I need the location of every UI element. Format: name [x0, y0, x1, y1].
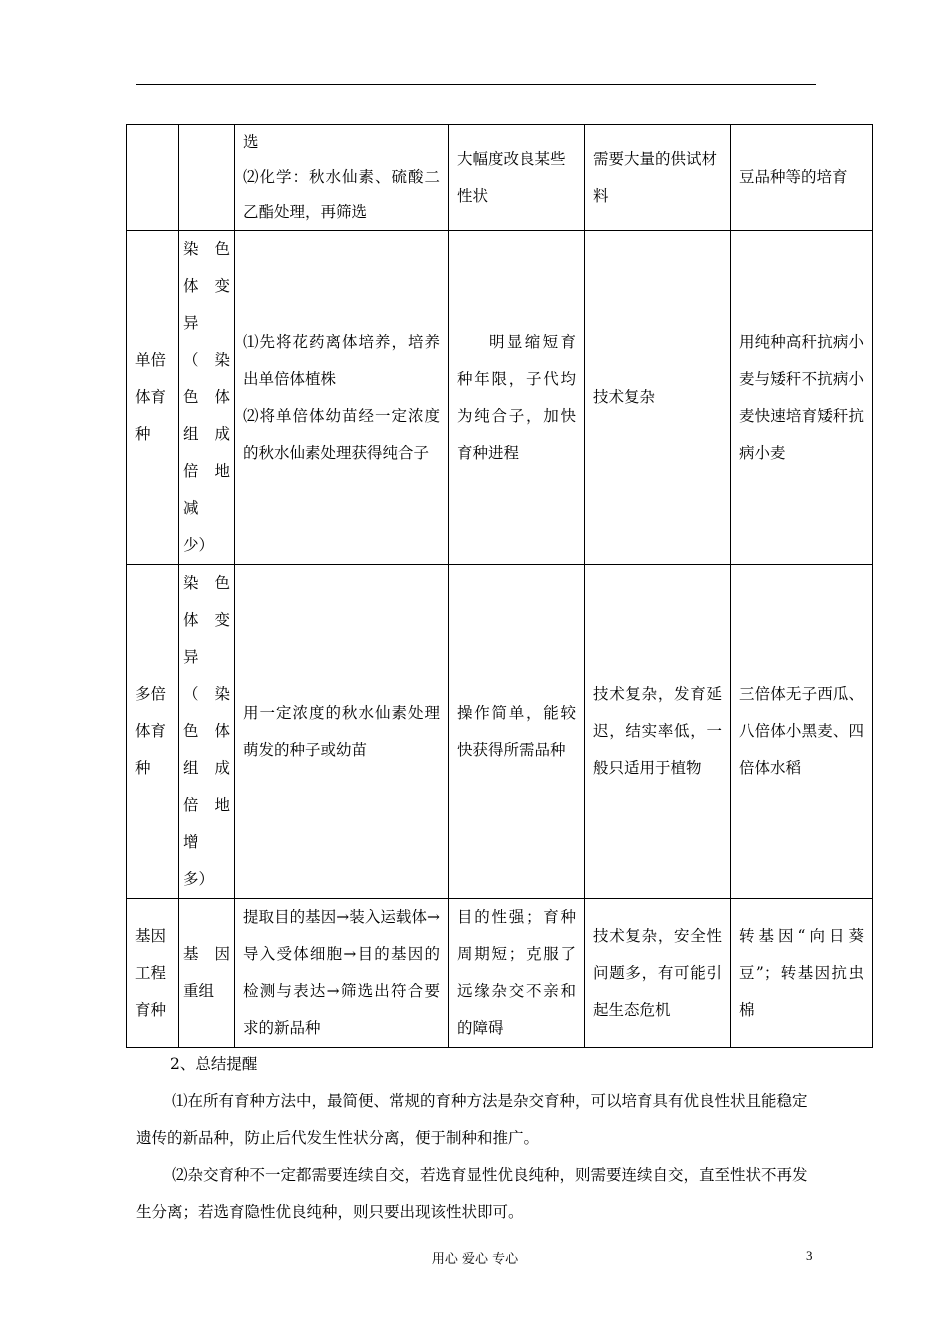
principle-cell [179, 899, 235, 1048]
table-row [127, 125, 873, 231]
example-cell: 用纯种高秆抗病小麦与矮秆不抗病小麦快速培育矮秆抗病小麦 [731, 231, 873, 565]
disadvantage-cell: 技术复杂，安全性问题多，有可能引起生态危机 [585, 899, 731, 1048]
advantage-cell: 目的性强；育种周期短；克服了远缘杂交不亲和的障碍 [449, 899, 585, 1048]
example-cell: 三倍体无子西瓜、八倍体小黑麦、四倍体水稻 [731, 565, 873, 899]
principle-line: 色 体 [183, 388, 230, 406]
procedure-cell: ⑴先将花药离体培养，培养出单倍体植株 ⑵将单倍体幼苗经一定浓度的秋水仙素处理获得纯合子 [235, 231, 449, 565]
example-cell: 豆品种等的培育 [731, 125, 873, 231]
principle-line: （ 染 [183, 685, 230, 703]
principle-line: 染 色 [183, 240, 230, 258]
breeding-methods-table [126, 124, 873, 1048]
principle-cell [179, 231, 235, 565]
principle-line: 体 变 [183, 611, 230, 629]
procedure-cell: 用一定浓度的秋水仙素处理萌发的种子或幼苗 [235, 565, 449, 899]
disadvantage-cell: 技术复杂，发育延迟，结实率低，一般只适用于植物 [585, 565, 731, 899]
advantage-cell: 明显缩短育种年限，子代均为纯合子，加快育种进程 [449, 231, 585, 565]
principle-line: 体 变 [183, 277, 230, 295]
summary-notes [136, 1046, 816, 1231]
example-cell: 转基因“向日葵豆”；转基因抗虫棉 [731, 899, 873, 1048]
header-rule [136, 84, 816, 85]
method-cell: 多倍体育种 [127, 565, 179, 899]
procedure-cell: 提取目的基因→装入运载体→导入受体细胞→目的基因的检测与表达→筛选出符合要求的新品种 [235, 899, 449, 1048]
principle-line: 染 色 [183, 574, 230, 592]
disadvantage-cell: 技术复杂 [585, 231, 731, 565]
principle-line: 多） [183, 870, 215, 888]
principle-line: 少） [183, 536, 215, 554]
principle-line: 基 因 [183, 945, 230, 963]
footer-motto: 用心 爱心 专心 [431, 1252, 519, 1267]
principle-line: 增 [183, 833, 199, 851]
table-row [127, 565, 873, 899]
principle-line: 倍 地 [183, 796, 230, 814]
principle-line: 色 体 [183, 722, 230, 740]
principle-cell [179, 125, 235, 231]
advantage-cell: 大幅度改良某些性状 [449, 125, 585, 231]
notes-heading: 2、总结提醒 [170, 1055, 258, 1073]
table-row [127, 899, 873, 1048]
notes-paragraph-2: ⑵杂交育种不一定都需要连续自交，若选育显性优良纯种，则需要连续自交，直至性状不再发生分离；若选育隐性优良纯种，则只要出现该性状即可。 [136, 1166, 808, 1221]
principle-line: 异 [183, 314, 199, 332]
principle-line: （ 染 [183, 351, 230, 369]
principle-line: 组 成 [183, 425, 230, 443]
advantage-cell: 操作简单，能较快获得所需品种 [449, 565, 585, 899]
method-cell: 基因工程育种 [127, 899, 179, 1048]
table-row [127, 231, 873, 565]
principle-line: 减 [183, 499, 199, 517]
principle-line: 倍 地 [183, 462, 230, 480]
principle-line: 组 成 [183, 759, 230, 777]
method-cell: 单倍体育种 [127, 231, 179, 565]
principle-line: 重组 [183, 982, 215, 1000]
disadvantage-cell: 需要大量的供试材料 [585, 125, 731, 231]
procedure-cell: 选 ⑵化学：秋水仙素、硫酸二乙酯处理，再筛选 [235, 125, 449, 231]
notes-paragraph-1: ⑴在所有育种方法中，最简便、常规的育种方法是杂交育种，可以培育具有优良性状且能稳定遗传的新品种，防止后代发生性状分离，便于制种和推广。 [136, 1092, 808, 1147]
principle-cell [179, 565, 235, 899]
method-cell [127, 125, 179, 231]
principle-line: 异 [183, 648, 199, 666]
page-number: 3 [806, 1248, 813, 1263]
